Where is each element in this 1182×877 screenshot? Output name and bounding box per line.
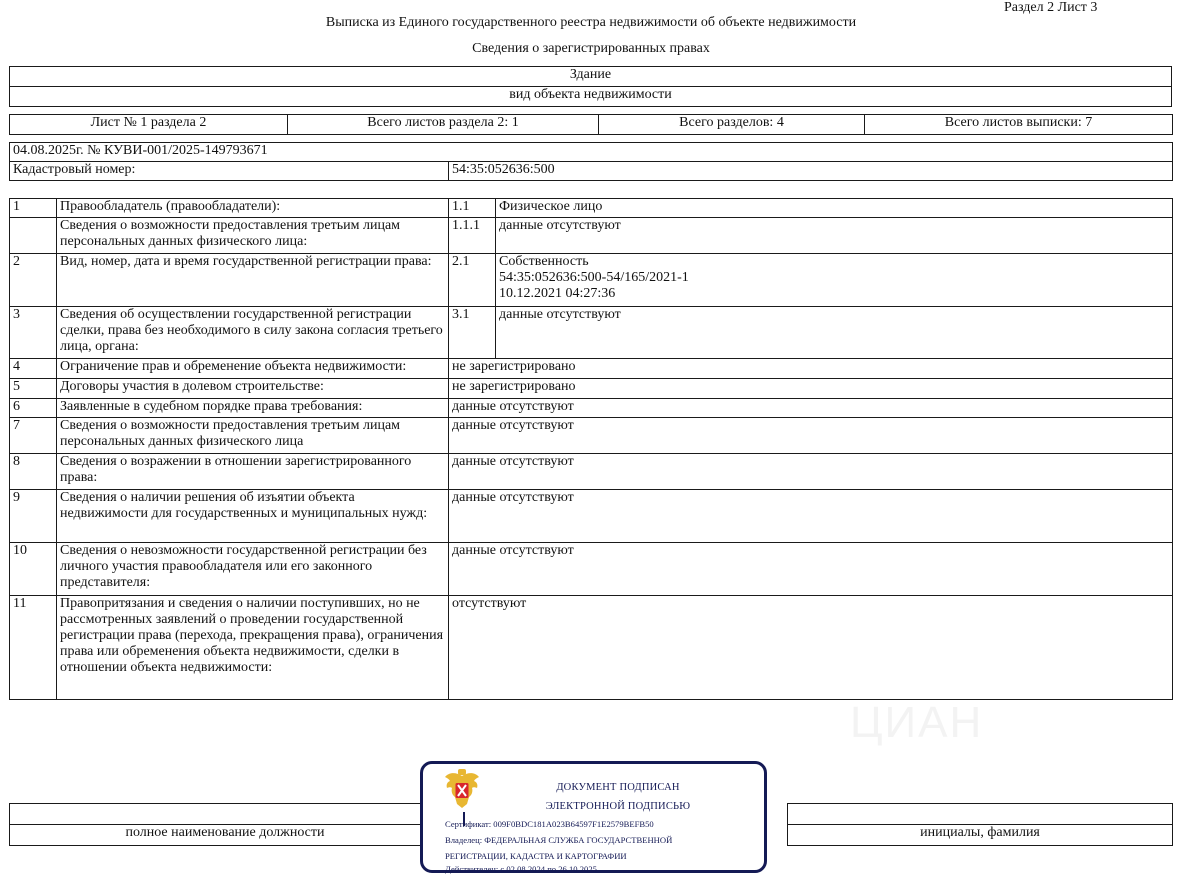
sheets-table xyxy=(9,114,1173,135)
row-value: данные отсутствуют xyxy=(449,418,1173,454)
row-number: 5 xyxy=(10,379,57,399)
row-number: 3 xyxy=(10,307,57,359)
row-subnumber: 1.1.1 xyxy=(449,218,496,254)
row-label: Сведения о наличии решения об изъятии объекта недвижимости для государственных и муниципальных нужд: xyxy=(57,490,449,543)
right-type: Собственность xyxy=(499,254,589,269)
table-row xyxy=(10,199,1173,218)
row-number: 6 xyxy=(10,399,57,418)
row-number: 8 xyxy=(10,454,57,490)
object-type: Здание xyxy=(10,67,1172,87)
watermark: ЦИАН xyxy=(850,698,984,747)
date-number: 04.08.2025г. № КУВИ-001/2025-149793671 xyxy=(10,143,1173,162)
position-caption: полное наименование должности xyxy=(10,825,441,846)
registration-datetime: 10.12.2021 04:27:36 xyxy=(499,286,616,301)
name-field xyxy=(788,804,1173,825)
name-caption: инициалы, фамилия xyxy=(788,825,1173,846)
row-value: данные отсутствуют xyxy=(449,543,1173,596)
object-type-caption: вид объекта недвижимости xyxy=(10,87,1172,107)
row-value: не зарегистрировано xyxy=(449,379,1173,399)
row-value: данные отсутствуют xyxy=(496,218,1173,254)
sheet-of-section: Лист № 1 раздела 2 xyxy=(10,115,288,135)
position-field xyxy=(10,804,441,825)
stamp-owner-line2: РЕГИСТРАЦИИ, КАДАСТРА И КАРТОГРАФИИ xyxy=(445,851,627,861)
row-number: 1 xyxy=(10,199,57,218)
row-number: 4 xyxy=(10,359,57,379)
table-row xyxy=(10,596,1173,700)
row-label: Сведения об осуществлении государственной регистрации сделки, права без необходимого в силу закона согласия третьего лица, органа: xyxy=(57,307,449,359)
row-value: данные отсутствуют xyxy=(449,490,1173,543)
row-subnumber: 2.1 xyxy=(449,254,496,307)
row-value: данные отсутствуют xyxy=(449,454,1173,490)
row-label: Заявленные в судебном порядке права требования: xyxy=(57,399,449,418)
total-sections: Всего разделов: 4 xyxy=(599,115,865,135)
row-label: Сведения о невозможности государственной регистрации без личного участия правообладателя или его законного представителя: xyxy=(57,543,449,596)
row-label: Правопритязания и сведения о наличии поступивших, но не рассмотренных заявлений о проведении государственной регистрации права (перехода, прекращения права), ограничения права или обременения объекта недвижимости, сделки в отношении объекта недвижимости: xyxy=(57,596,449,700)
document-title: Выписка из Единого государственного реестра недвижимости об объекте недвижимости xyxy=(325,15,857,30)
table-row xyxy=(10,543,1173,596)
table-row xyxy=(10,254,1173,307)
stamp-title-line1: ДОКУМЕНТ ПОДПИСАН xyxy=(556,782,680,793)
table-row xyxy=(10,490,1173,543)
row-value xyxy=(496,254,1173,307)
row-value: Физическое лицо xyxy=(496,199,1173,218)
row-value: не зарегистрировано xyxy=(449,359,1173,379)
row-label: Вид, номер, дата и время государственной регистрации права: xyxy=(57,254,449,307)
stamp-certificate: Сертификат: 009F0BDC181A023B64597F1E2579BEFB50 xyxy=(445,819,654,829)
row-label: Договоры участия в долевом строительстве: xyxy=(57,379,449,399)
row-label: Правообладатель (правообладатели): xyxy=(57,199,449,218)
stamp-validity: Действителен: с 02.08.2024 по 26.10.2025 xyxy=(445,864,597,874)
registration-number: 54:35:052636:500-54/165/2021-1 xyxy=(499,270,689,285)
row-number: 2 xyxy=(10,254,57,307)
row-value: отсутствуют xyxy=(449,596,1173,700)
rights-table xyxy=(9,198,1173,700)
row-label: Ограничение прав и обременение объекта недвижимости: xyxy=(57,359,449,379)
russian-coat-of-arms-icon xyxy=(443,768,481,812)
stamp-title-line2: ЭЛЕКТРОННОЙ ПОДПИСЬЮ xyxy=(545,801,691,812)
table-row xyxy=(10,454,1173,490)
table-row xyxy=(10,218,1173,254)
row-number: 9 xyxy=(10,490,57,543)
total-sheets: Всего листов выписки: 7 xyxy=(865,115,1173,135)
row-label: Сведения о возражении в отношении зарегистрированного права: xyxy=(57,454,449,490)
row-value: данные отсутствуют xyxy=(496,307,1173,359)
table-row xyxy=(10,418,1173,454)
row-label: Сведения о возможности предоставления третьим лицам персональных данных физического лица: xyxy=(57,218,449,254)
row-label: Сведения о возможности предоставления третьим лицам персональных данных физического лица xyxy=(57,418,449,454)
row-number: 11 xyxy=(10,596,57,700)
table-row xyxy=(10,399,1173,418)
row-number: 10 xyxy=(10,543,57,596)
cadastral-value: 54:35:052636:500 xyxy=(449,162,1173,181)
document-subtitle: Сведения о зарегистрированных правах xyxy=(472,41,710,56)
sheets-in-section: Всего листов раздела 2: 1 xyxy=(288,115,599,135)
row-value: данные отсутствуют xyxy=(449,399,1173,418)
object-type-table xyxy=(9,66,1172,107)
row-number: 7 xyxy=(10,418,57,454)
row-number xyxy=(10,218,57,254)
info-table xyxy=(9,142,1173,181)
table-row xyxy=(10,359,1173,379)
stamp-owner-line1: Владелец: ФЕДЕРАЛЬНАЯ СЛУЖБА ГОСУДАРСТВЕННОЙ xyxy=(445,835,673,845)
table-row xyxy=(10,307,1173,359)
page-indicator: Раздел 2 Лист 3 xyxy=(1004,0,1098,15)
row-subnumber: 3.1 xyxy=(449,307,496,359)
table-row xyxy=(10,379,1173,399)
electronic-signature-stamp xyxy=(420,761,767,873)
cadastral-label: Кадастровый номер: xyxy=(10,162,449,181)
row-subnumber: 1.1 xyxy=(449,199,496,218)
